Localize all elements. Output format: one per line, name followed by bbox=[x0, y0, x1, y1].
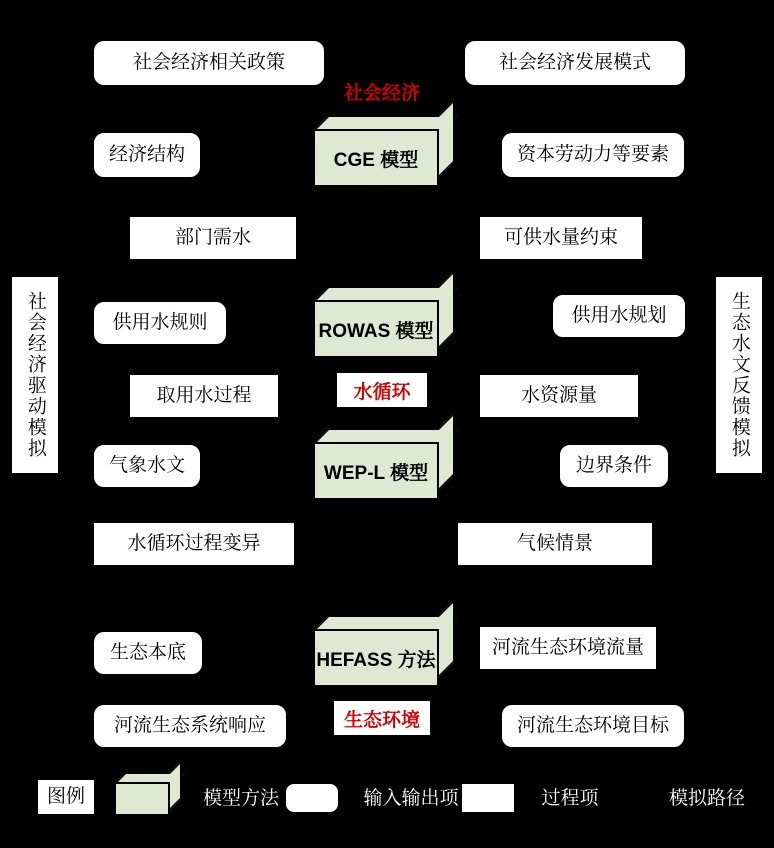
node-label: 河流生态环境目标 bbox=[516, 714, 669, 736]
process-node-water-withdrawal-process bbox=[128, 373, 280, 419]
node-label: 社会经济相关政策 bbox=[132, 51, 285, 73]
node-label: 社会经济发展模式 bbox=[498, 51, 651, 73]
legend-label-simulation-path bbox=[652, 783, 762, 809]
process-node-water-cycle-variation bbox=[92, 521, 296, 567]
legend-entry-label: 过程项 bbox=[541, 787, 599, 809]
section-label-text: 生态环境 bbox=[343, 709, 420, 731]
legend-swatch-process bbox=[460, 782, 516, 814]
node-label: 供用水规划 bbox=[571, 304, 667, 326]
node-label: 河流生态系统响应 bbox=[113, 714, 266, 736]
sidebar-label: 生态水文反馈模拟 bbox=[728, 291, 750, 459]
model-front-face bbox=[313, 300, 439, 358]
io-node-water-supply-plan bbox=[551, 293, 687, 339]
node-label: 河流生态环境流量 bbox=[491, 636, 644, 658]
model-front-face bbox=[313, 442, 439, 500]
legend-entry-label: 模型方法 bbox=[202, 787, 279, 809]
legend-entry-label: 输入输出项 bbox=[363, 787, 459, 809]
model-side-face bbox=[439, 412, 455, 490]
node-label: 供用水规则 bbox=[112, 311, 208, 333]
io-node-social-economy-policy bbox=[92, 39, 326, 87]
left-sidebar-social-economy-driving-simulation bbox=[10, 275, 60, 475]
model-side-face bbox=[170, 760, 182, 810]
io-node-boundary-conditions bbox=[558, 443, 670, 489]
model-label: CGE 模型 bbox=[333, 149, 419, 171]
node-label: 取用水过程 bbox=[156, 384, 252, 406]
section-label-eco-environment bbox=[332, 699, 432, 737]
legend-label-io-item bbox=[344, 783, 478, 809]
model-side-face bbox=[439, 599, 455, 677]
section-label-social-economy bbox=[332, 78, 432, 104]
node-label: 边界条件 bbox=[575, 454, 652, 476]
process-node-climate-scenario bbox=[456, 521, 654, 567]
io-node-river-eco-environmental-target bbox=[500, 703, 686, 749]
process-node-river-eco-environmental-flow bbox=[478, 625, 658, 671]
model-front-face bbox=[313, 629, 439, 687]
io-node-social-economy-development-mode bbox=[463, 39, 687, 87]
io-node-economic-structure bbox=[92, 131, 202, 179]
node-label: 气象水文 bbox=[108, 454, 185, 476]
model-side-face bbox=[439, 270, 455, 348]
legend-title-label: 图例 bbox=[46, 785, 85, 807]
right-sidebar-eco-hydrology-feedback-simulation bbox=[714, 275, 764, 475]
legend-entry-label: 模拟路径 bbox=[668, 787, 745, 809]
model-hefass bbox=[313, 615, 453, 687]
legend-title bbox=[36, 778, 96, 816]
model-front-face bbox=[313, 129, 439, 187]
sidebar-label: 社会经济驱动模拟 bbox=[24, 291, 46, 459]
node-label: 水循环过程变异 bbox=[127, 532, 261, 554]
legend-swatch-io bbox=[284, 782, 340, 814]
section-label-text: 社会经济 bbox=[343, 82, 420, 104]
model-label: HEFASS 方法 bbox=[316, 649, 436, 671]
node-label: 可供水量约束 bbox=[503, 226, 618, 248]
legend-swatch-model bbox=[114, 772, 182, 816]
model-rowas bbox=[313, 286, 453, 358]
node-label: 部门需水 bbox=[174, 226, 251, 248]
node-label: 资本劳动力等要素 bbox=[516, 143, 669, 165]
node-label: 水资源量 bbox=[520, 384, 597, 406]
io-node-river-ecosystem-response bbox=[92, 703, 288, 749]
model-label: ROWAS 模型 bbox=[318, 320, 434, 342]
io-node-capital-labor-factors bbox=[500, 131, 686, 179]
io-node-water-supply-rules bbox=[92, 300, 228, 346]
legend-label-process-item bbox=[520, 783, 620, 809]
node-label: 经济结构 bbox=[108, 143, 185, 165]
model-wepl bbox=[313, 428, 453, 500]
section-label-text: 水循环 bbox=[353, 381, 411, 403]
section-label-water-cycle bbox=[335, 371, 429, 409]
model-label: WEP-L 模型 bbox=[323, 462, 429, 484]
process-node-water-resources-amount bbox=[478, 373, 640, 419]
node-label: 气候情景 bbox=[516, 532, 593, 554]
process-node-sector-water-demand bbox=[128, 215, 298, 261]
io-node-ecological-baseline bbox=[92, 630, 204, 676]
process-node-available-water-constraint bbox=[478, 215, 644, 261]
model-side-face bbox=[439, 99, 455, 177]
node-label: 生态本底 bbox=[109, 641, 186, 663]
model-front-face bbox=[114, 782, 170, 816]
io-node-meteorology-hydrology bbox=[92, 443, 202, 489]
legend-label-model-method bbox=[186, 783, 296, 809]
model-cge bbox=[313, 115, 453, 187]
